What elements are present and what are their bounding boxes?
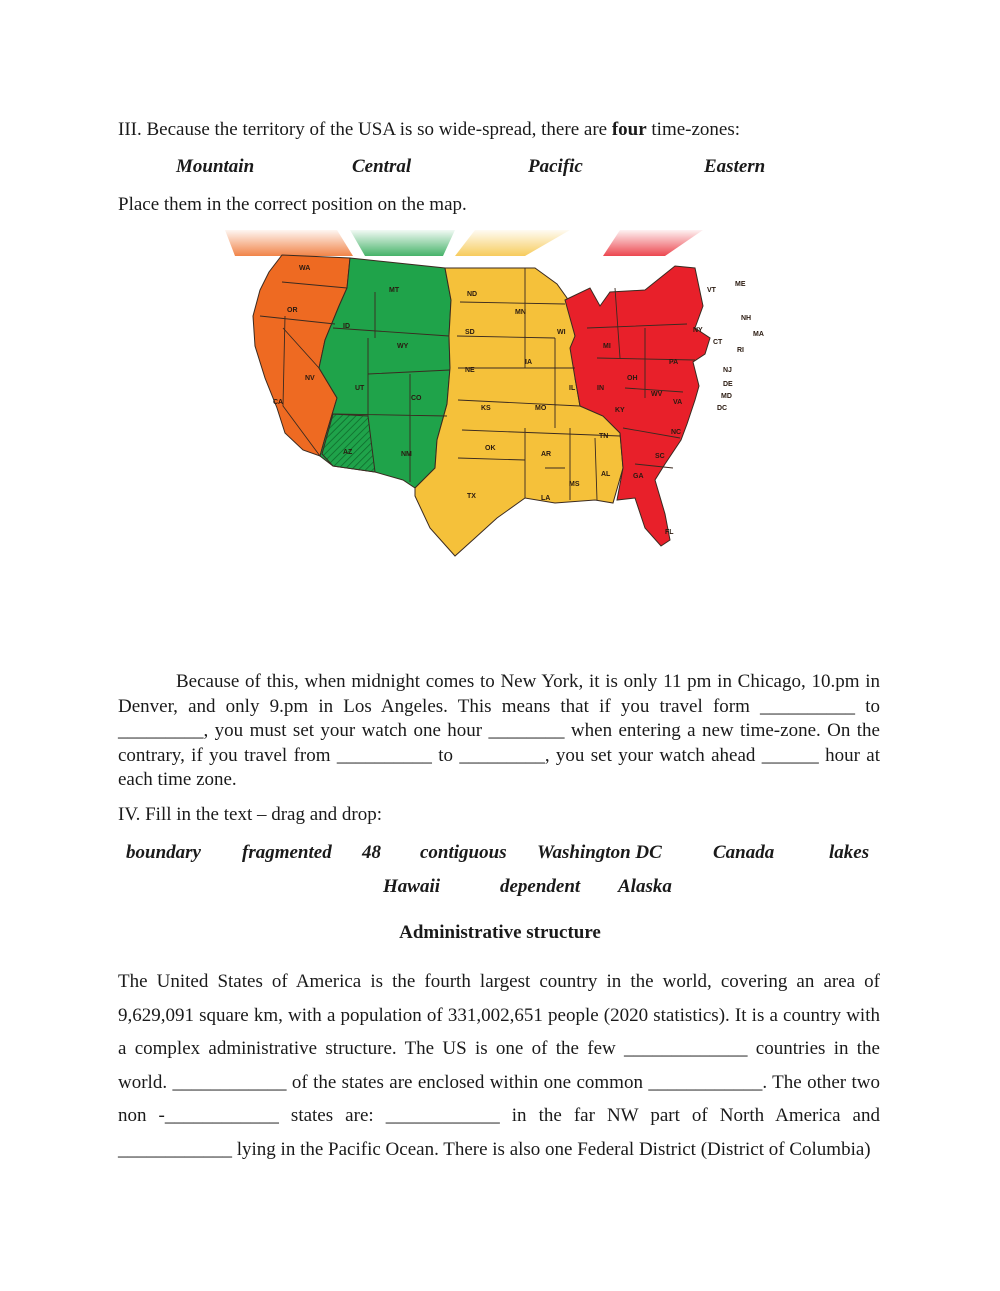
state-label: NE [465,367,475,374]
state-label: ID [343,323,350,330]
state-label: TN [599,433,609,440]
administrative-paragraph: The United States of America is the fourth largest country in the world, covering an area of 9,629,091 square km, with a population of 331,002,651 people (2020 statistics). It is a country with a complex administrative structure. The US is one of the few _____________ countries in the world. ____________ of the states are enclosed within one common ____________. The other two non -____________ states are: ____________ in the far NW part of North America and ____________ lying in the Pacific Ocean. There is also one Federal District (District of Columbia) [118,971,880,1160]
state-label: SC [655,453,665,460]
state-label: IN [597,385,604,392]
time-zone-word-bank [0,156,1000,180]
state-label: NH [741,315,752,322]
state-label: WY [397,343,409,350]
time-zone-paragraph: Because of this, when midnight comes to New York, it is only 11 pm in Chicago, 10.pm in Denver, and only 9.pm in Los Angeles. This means that if you travel form __________ to _________, you must set your watch one hour ________ when entering a new time-zone. On the contrary, if you travel from __________ to _________, you set your watch ahead ______ hour at each time zone. [118,671,880,790]
state-label: MO [535,405,547,412]
state-label: KS [481,405,491,412]
us-time-zone-map [225,228,764,578]
state-label: MS [569,481,580,488]
drag-word[interactable]: Hawaii [383,876,441,897]
state-label: NJ [723,367,732,374]
state-label: VT [707,287,716,294]
state-label: ND [467,291,478,298]
word-bank-row-1 [0,842,1000,866]
drag-word[interactable]: Canada [713,842,775,863]
drag-word[interactable]: lakes [829,842,870,863]
state-label: MD [721,393,732,400]
zone-word[interactable]: Eastern [704,156,766,177]
section-3-intro [118,119,740,141]
state-label: MA [753,331,764,338]
state-label: NC [671,429,682,436]
state-label: SD [465,329,475,336]
drag-word[interactable]: 48 [362,842,381,863]
drag-word[interactable]: Washington DC [537,842,662,863]
state-label: NV [305,375,315,382]
state-label: TX [467,493,476,500]
state-label: WI [557,329,566,336]
word-bank-row-2 [0,876,1000,900]
intro-suffix: time-zones: [646,119,741,140]
state-label: ME [735,281,746,288]
state-label: PA [669,359,679,366]
state-label: IA [525,359,532,366]
state-label: NM [401,451,412,458]
state-label: IL [569,385,576,392]
state-label: NY [693,327,703,334]
state-label: AL [601,471,611,478]
eastern-zone[interactable] [565,266,710,546]
state-label: OK [485,445,496,452]
state-label: MN [515,309,526,316]
state-label: OH [627,375,638,382]
drag-word[interactable]: Alaska [618,876,672,897]
state-label: CA [273,399,284,406]
zone-word[interactable]: Pacific [528,156,583,177]
state-label: RI [737,347,744,354]
state-label: CT [713,339,723,346]
state-label: LA [541,495,551,502]
state-label: MI [603,343,611,350]
drag-word[interactable]: dependent [500,876,581,897]
drag-word[interactable]: contiguous [420,842,507,863]
state-label: FL [665,529,674,536]
state-label: GA [633,473,644,480]
intro-bold-word: four [611,119,647,140]
state-label: KY [615,407,625,414]
map-instruction: Place them in the correct position on the map. [118,194,467,215]
state-label: CO [411,395,422,402]
zone-word[interactable]: Mountain [176,156,255,177]
state-label: DC [717,405,728,412]
state-label: AR [541,451,552,458]
section-heading: Administrative structure [399,922,601,943]
drag-word[interactable]: fragmented [242,842,332,863]
state-label: AZ [343,449,353,456]
state-label: OR [287,307,298,314]
state-label: WA [299,265,311,272]
intro-prefix: III. Because the territory of the USA is so wide-spread, there are [118,119,612,140]
drag-word[interactable]: boundary [126,842,201,863]
section-4-title: IV. Fill in the text – drag and drop: [118,804,383,825]
zone-word[interactable]: Central [352,156,412,177]
state-label: WV [651,391,663,398]
state-label: DE [723,381,733,388]
state-label: UT [355,385,365,392]
state-label: MT [389,287,400,294]
state-label: VA [673,399,683,406]
